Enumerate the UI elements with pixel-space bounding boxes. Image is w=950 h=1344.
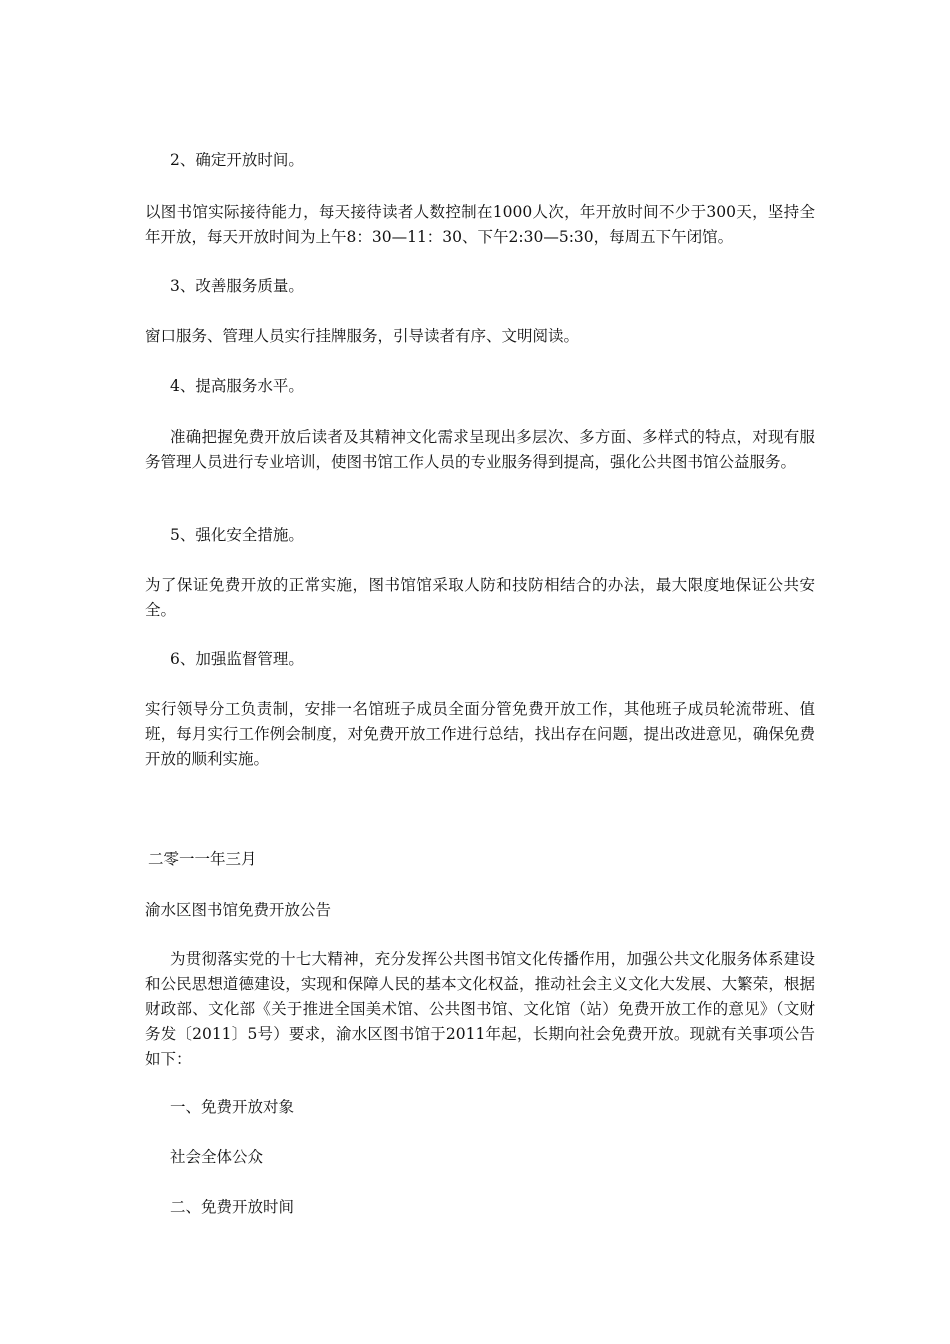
document-date: 二零一一年三月	[148, 850, 257, 868]
notice-text-audience: 社会全体公众	[170, 1148, 264, 1166]
section-heading-6: 6、加强监督管理。	[170, 650, 304, 668]
notice-heading-2: 二、免费开放时间	[170, 1198, 295, 1216]
section-heading-3: 3、改善服务质量。	[170, 277, 304, 295]
paragraph-notice-intro: 为贯彻落实党的十七大精神，充分发挥公共图书馆文化传播作用，加强公共文化服务体系建设和公民思想道德建设，实现和保障人民的基本文化权益，推动社会主义文化大发展、大繁荣，根据财政部、文化部《关于推进全国美术馆、公共图书馆、文化馆（站）免费开放工作的意见》（文财务发〔2011〕5号）要求，渝水区图书馆于2011年起，长期向社会免费开放。现就有关事项公告如下：	[145, 950, 815, 1068]
paragraph-service-quality: 窗口服务、管理人员实行挂牌服务，引导读者有序、文明阅读。	[145, 327, 580, 345]
section-heading-4: 4、提高服务水平。	[170, 377, 304, 395]
paragraph-supervision: 实行领导分工负责制，安排一名馆班子成员全面分管免费开放工作，其他班子成员轮流带班、值班，每月实行工作例会制度，对免费开放工作进行总结，找出存在问题，提出改进意见，确保免费开放的顺利实施。	[145, 700, 815, 768]
paragraph-service-level: 准确把握免费开放后读者及其精神文化需求呈现出多层次、多方面、多样式的特点，对现有服务管理人员进行专业培训，使图书馆工作人员的专业服务得到提高，强化公共图书馆公益服务。	[145, 428, 815, 471]
notice-title: 渝水区图书馆免费开放公告	[145, 901, 332, 919]
section-heading-2: 2、确定开放时间。	[170, 151, 304, 169]
notice-heading-1: 一、免费开放对象	[170, 1098, 295, 1116]
paragraph-safety-measures: 为了保证免费开放的正常实施，图书馆馆采取人防和技防相结合的办法，最大限度地保证公共安全。	[145, 576, 815, 619]
paragraph-opening-hours: 以图书馆实际接待能力，每天接待读者人数控制在1000人次，年开放时间不少于300天，坚持全年开放，每天开放时间为上午8：30—11：30、下午2:30—5:30，每周五下午闭馆。	[145, 203, 815, 246]
section-heading-5: 5、强化安全措施。	[170, 526, 304, 544]
